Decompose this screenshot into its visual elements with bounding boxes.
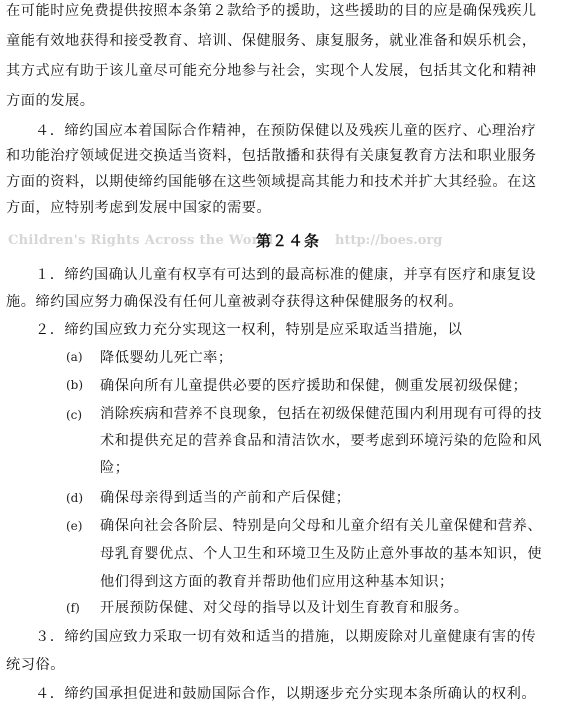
paragraph-line: 方面的资料，以期使缔约国能够在这些领域提高其能力和技术并扩大其经验。在这 xyxy=(6,174,537,190)
paragraph-line: ４．缔约国承担促进和鼓励国际合作，以期逐步充分实现本条所确认的权利。 xyxy=(35,686,537,702)
paragraph-line: 在可能时应免费提供按照本条第２款给予的援助，这些援助的目的应是确保残疾儿 xyxy=(6,3,537,19)
paragraph-line: 统习俗。 xyxy=(6,657,65,673)
list-item-line: 术和提供充足的营养食品和清洁饮水，要考虑到环境污染的危险和风 xyxy=(100,433,543,449)
article-heading-row xyxy=(0,230,583,254)
watermark-url: http://boes.org xyxy=(335,233,443,248)
list-item-line: 开展预防保健、对父母的指导以及计划生育教育和服务。 xyxy=(100,600,469,616)
watermark-text: Children's Rights Across the World xyxy=(8,233,274,248)
paragraph-line: ４．缔约国应本着国际合作精神，在预防保健以及残疾儿童的医疗、心理治疗 xyxy=(35,123,537,139)
list-marker: (b) xyxy=(66,378,84,392)
list-marker: (d) xyxy=(66,491,84,505)
list-item-line: 降低婴幼儿死亡率； xyxy=(100,350,233,366)
paragraph-line: 方面，应特别考虑到发展中国家的需要。 xyxy=(6,200,272,216)
list-marker: (f) xyxy=(66,601,80,615)
paragraph-line: 施。缔约国应努力确保没有任何儿童被剥夺获得这种保健服务的权利。 xyxy=(6,294,463,310)
list-item-line: 他们得到这方面的教育并帮助他们应用这种基本知识； xyxy=(100,574,454,590)
list-marker: (e) xyxy=(66,519,83,533)
list-marker: (a) xyxy=(66,350,83,364)
paragraph-line: 童能有效地获得和接受教育、培训、保健服务、康复服务，就业准备和娱乐机会， xyxy=(6,33,537,49)
paragraph-line: ２．缔约国应致力充分实现这一权利，特别是应采取适当措施，以 xyxy=(35,322,463,338)
list-item-line: 确保向社会各阶层、特别是向父母和儿童介绍有关儿童保健和营养、 xyxy=(100,518,543,534)
paragraph-line: 和功能治疗领域促进交换适当资料，包括散播和获得有关康复教育方法和职业服务 xyxy=(6,148,537,164)
list-item-line: 确保母亲得到适当的产前和产后保健； xyxy=(100,490,351,506)
list-item-line: 消除疾病和营养不良现象，包括在初级保健范围内利用现有可得的技 xyxy=(100,406,543,422)
list-item-line: 母乳育婴优点、个人卫生和环境卫生及防止意外事故的基本知识，使 xyxy=(100,546,543,562)
paragraph-line: ３．缔约国应致力采取一切有效和适当的措施，以期废除对儿童健康有害的传 xyxy=(35,629,537,645)
list-item-line: 确保向所有儿童提供必要的医疗援助和保健，侧重发展初级保健； xyxy=(100,378,528,394)
paragraph-line: 其方式应有助于该儿童尽可能充分地参与社会，实现个人发展，包括其文化和精神 xyxy=(6,63,537,79)
paragraph-line: 方面的发展。 xyxy=(6,93,95,109)
list-marker: (c) xyxy=(66,408,83,422)
list-item-line: 险； xyxy=(100,460,130,476)
paragraph-line: １．缔约国确认儿童有权享有可达到的最高标准的健康，并享有医疗和康复设 xyxy=(35,267,537,283)
article-title: 第２４条 xyxy=(256,232,321,250)
